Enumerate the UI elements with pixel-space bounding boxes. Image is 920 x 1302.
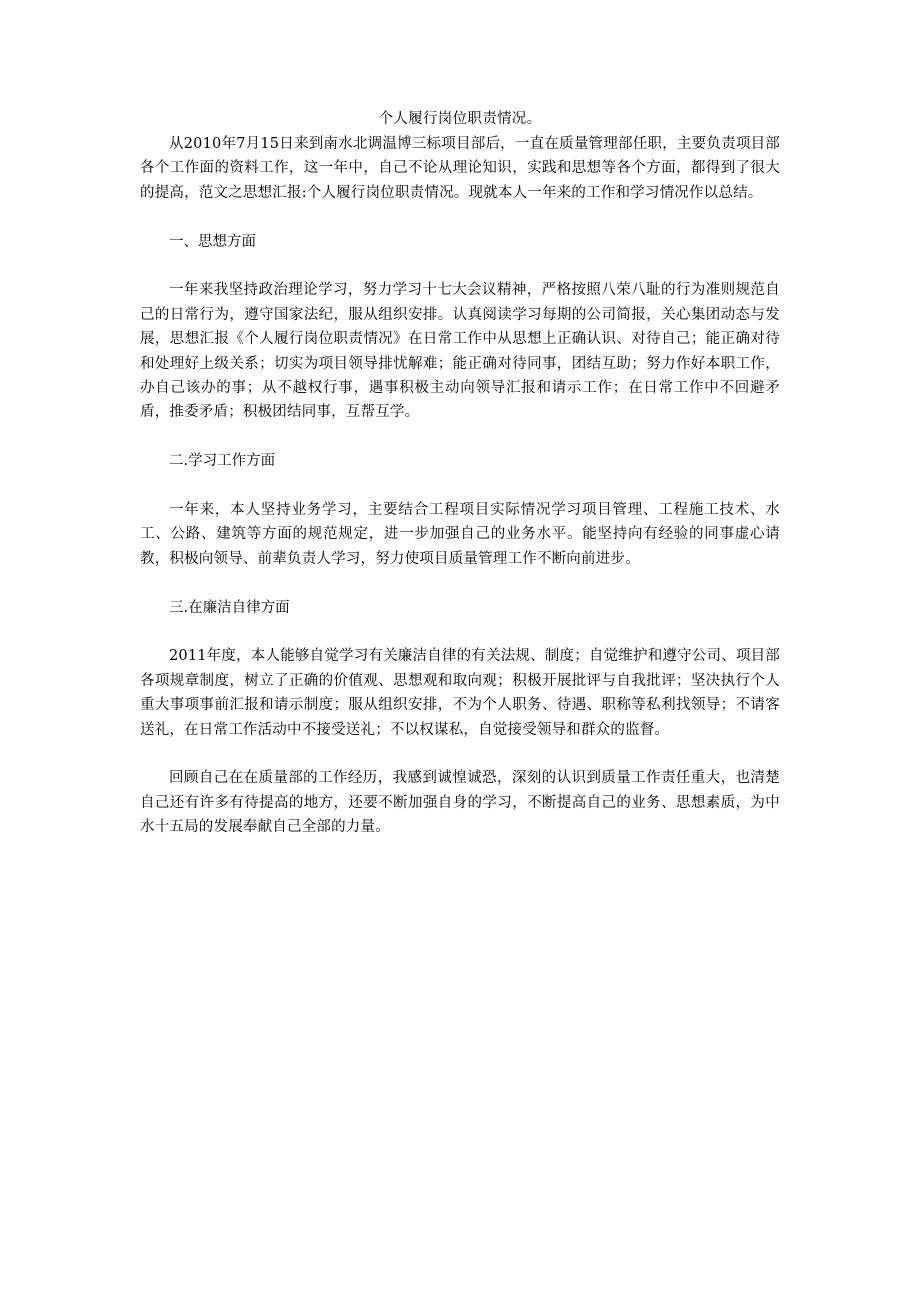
spacer <box>140 571 780 595</box>
section-body-study-work: 一年来，本人坚持业务学习，主要结合工程项目实际情况学习项目管理、工程施工技术、水工、公路、建筑等方面的规范规定，进一步加强自己的业务水平。能坚持向有经验的同事虚心请教，积极向领导、前辈负责人学习，努力使项目质量管理工作不断向前进步。 <box>140 502 780 567</box>
spacer <box>140 254 780 278</box>
document-page <box>140 107 780 840</box>
spacer <box>140 620 780 644</box>
document-title: 个人履行岗位职责情况。 <box>378 111 542 127</box>
spacer <box>140 205 780 229</box>
spacer <box>140 474 780 498</box>
spacer <box>140 742 780 766</box>
section-heading-study-work: 二.学习工作方面 <box>169 453 276 470</box>
section-heading-integrity: 三.在廉洁自律方面 <box>169 599 290 616</box>
section-body-integrity: 2011年度，本人能够自觉学习有关廉洁自律的有关法规、制度；自觉维护和遵守公司、项目部各项规章制度，树立了正确的价值观、思想观和取向观；积极开展批评与自我批评；坚决执行个人重大事项事前汇报和请示制度；服从组织安排，不为个人职务、待遇、职称等私利找领导；不请客送礼，在日常工作活动中不接受送礼；不以权谋私，自觉接受领导和群众的监督。 <box>140 648 780 738</box>
intro-paragraph: 从2010年7月15日来到南水北调温博三标项目部后，一直在质量管理部任职，主要负责项目部各个工作面的资料工作，这一年中，自己不论从理论知识，实践和思想等各个方面，都得到了很大的提高，范文之思想汇报:个人履行岗位职责情况。现就本人一年来的工作和学习情况作以总结。 <box>140 136 780 201</box>
spacer <box>140 425 780 449</box>
conclusion-paragraph: 回顾自己在在质量部的工作经历，我感到诚惶诚恐，深刻的认识到质量工作责任重大，也清楚自己还有许多有待提高的地方，还要不断加强自身的学习，不断提高自己的业务、思想素质，为中水十五局的发展奉献自己全部的力量。 <box>140 770 780 836</box>
section-heading-thought: 一、思想方面 <box>169 233 256 250</box>
section-body-thought: 一年来我坚持政治理论学习，努力学习十七大会议精神，严格按照八荣八耻的行为准则规范自己的日常行为，遵守国家法纪，服从组织安排。认真阅读学习每期的公司简报，关心集团动态与发展，思想汇报《个人履行岗位职责情况》在日常工作中从思想上正确认识、对待自己；能正确对待和处理好上级关系；切实为项目领导排忧解难；能正确对待同事，团结互助；努力作好本职工作，办自己该办的事；从不越权行事，遇事积极主动向领导汇报和请示工作；在日常工作中不回避矛盾，推委矛盾；积极团结同事，互帮互学。 <box>140 282 780 421</box>
